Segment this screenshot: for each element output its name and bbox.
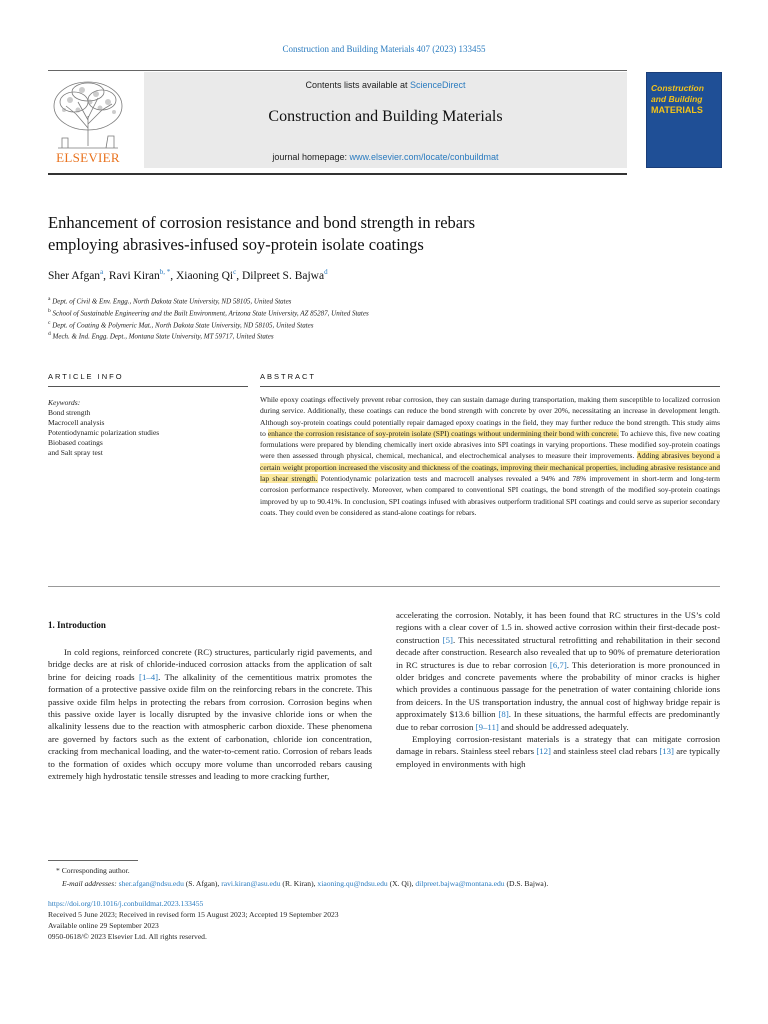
keyword-item: Potentiodynamic polarization studies (48, 428, 160, 437)
affiliation (48, 308, 698, 317)
affiliation (48, 296, 698, 305)
journal-reference[interactable]: Construction and Building Materials 407 (2023) 133455 (282, 44, 486, 54)
journal-name: Construction and Building Materials (268, 108, 503, 125)
text-run: . In these situations, the harmful effects are predominantly due to rebar corrosion (396, 709, 720, 732)
affil-sup: b (48, 308, 51, 314)
affil-text: School of Sustainable Engineering and the Built Environment, Arizona State University, AZ 85287, United States (52, 309, 369, 318)
available-online: Available online 29 September 2023 (48, 921, 159, 930)
text-run: In cold regions, reinforced concrete (RC) structures, particularly rigid pavements, and bridge decks are at risk of chloride-induced corrosion attacks from the application of salt brine for deicing roads (48, 647, 372, 682)
keyword-item: Macrocell analysis (48, 418, 105, 427)
email-link[interactable]: ravi.kiran@asu.edu (221, 879, 281, 888)
affiliation (48, 320, 698, 329)
email-owner: (X. Qi), (387, 879, 416, 888)
contents-line (144, 80, 627, 90)
citation-link[interactable]: [8] (498, 709, 509, 720)
citation-link[interactable]: [5] (442, 634, 453, 645)
email-link[interactable]: xiaoning.qu@ndsu.edu (317, 879, 388, 888)
cover-title-line2: and Building (651, 94, 703, 104)
keywords-label: Keywords: (48, 398, 81, 407)
keyword-item: and Salt spray test (48, 448, 103, 457)
affil-text: Dept. of Coating & Polymeric Mat., North Dakota State University, ND 58105, United States (52, 321, 314, 330)
abstract-highlight[interactable]: enhance the corrosion resistance of soy-protein isolate (SPI) coatings without undermining their bond with concrete. (267, 428, 619, 438)
author-name[interactable]: Dilpreet S. Bajwa (242, 269, 325, 282)
email-link[interactable]: sher.afgan@ndsu.edu (118, 879, 184, 888)
homepage-line (144, 152, 627, 162)
keyword-item: Bond strength (48, 408, 91, 417)
journal-cover-thumbnail[interactable] (646, 72, 722, 168)
abstract-rule (260, 386, 720, 387)
affil-sup: a (48, 296, 51, 302)
text-run: and stainless steel clad rebars (550, 746, 660, 757)
abstract-highlight[interactable]: Adding abrasives beyond a certain weight proportion increased the viscosity and thickness of the coatings, improving their mechanical properties, including abrasive resistance and lap shear strength. (260, 451, 720, 484)
affil-text: Dept. of Civil & Env. Engg., North Dakota State University, ND 58105, United States (52, 297, 292, 306)
text-run: . The alkalinity of the cementitious matrix promotes the formation of a protective passive oxide film on the reinforcing rebars in the concrete. This passive oxide film helps in protecting the rebars from corrosion. Corrosion begins when this passive oxide layer is locally disrupted by the invasive chloride ions or when the alkalinity lessens due to the reaction with atmospheric carbon dioxide. These phenomena are governed by factors such as the extent of carbonation, chloride ion concentration, cracking from mechanical loading, and the water-to-cement ratio. Corrosion of rebars leads to the formation of oxides which occupy more volume than uncorroded rebars causing extremely high hydrostatic tensile stresses and leading to more cracking further, (48, 671, 372, 782)
cover-title-line1: Construction (651, 83, 704, 93)
doi-link[interactable]: https://doi.org/10.1016/j.conbuildmat.2023.133455 (48, 899, 204, 908)
sciencedirect-link[interactable]: ScienceDirect (410, 80, 466, 90)
contents-prefix: Contents lists available at (305, 80, 411, 90)
abstract-part: To achieve this, five new coating formulations were prepared by blending chemically inert oxide abrasives into SPI coatings in varying proportions. These modified soy-protein coatings were then assessed through physical, chemical, mechanical, and electrochemical analyses to measure their improvements. (260, 428, 721, 461)
abstract-part: Potentiodynamic polarization tests and macrocell analyses revealed a 94% and 78% improvement in short-term and long-term corrosion performance respectively. Moreover, when compared to conventional SPI coatings, the bond strength of the modified soy-protein coatings improved by up to 90.41%. In conclusion, SPI coatings infused with abrasives outperform traditional SPI coatings and could serve as superior secondary coats. They could even be considered as stand-alone coatings for rebars. (260, 474, 720, 517)
citation-link[interactable]: [13] (659, 746, 674, 757)
footnote-rule (48, 860, 138, 861)
introduction-heading: 1. Introduction (48, 620, 106, 630)
author-affil-sup[interactable]: c (233, 268, 237, 276)
author-sep: , (236, 269, 242, 282)
author-sep: , (103, 269, 109, 282)
paragraph (48, 646, 372, 782)
article-title (48, 212, 648, 256)
article-title-line1: Enhancement of corrosion resistance and bond strength in rebars (48, 213, 476, 232)
keyword-item: Biobased coatings (48, 438, 103, 447)
email-label: E-mail addresses: (62, 879, 119, 888)
keywords-block (48, 398, 228, 458)
text-run: . This necessitated structural retrofitting and rehabilitation in their second decade after construction. Research also revealed that up to 90% of premature deterioration in RC structures is due to rebar corrosion (396, 634, 721, 670)
citation-link[interactable]: [1–4] (139, 671, 159, 682)
journal-homepage-link[interactable]: www.elsevier.com/locate/conbuildmat (349, 152, 499, 162)
header-top-rule (48, 70, 627, 71)
text-run: accelerating the corrosion. Notably, it has been found that RC structures in the US’s cold regions with a clear cover of 1.5 in. showed active corrosion within their first-decade post-construction (396, 610, 720, 645)
copyright-line: 0950-0618/© 2023 Elsevier Ltd. All rights reserved. (48, 932, 207, 941)
citation-link[interactable]: [12] (536, 746, 551, 757)
corresponding-author-note: * Corresponding author. (56, 866, 130, 875)
email-owner: (R. Kiran), (280, 879, 318, 888)
paragraph (396, 609, 720, 733)
author-name[interactable]: Ravi Kiran (108, 269, 160, 282)
text-run: Employing corrosion-resistant materials is a strategy that can mitigate corrosion damage in rebars. Stainless steel rebars (396, 734, 720, 757)
author-affil-sup[interactable]: b, * (159, 268, 171, 276)
received-dates: Received 5 June 2023; Received in revised form 15 August 2023; Accepted 19 September 2023 (48, 910, 339, 919)
body-column-right (396, 609, 720, 770)
homepage-prefix: journal homepage: (272, 152, 350, 162)
cover-title-line3: MATERIALS (651, 105, 703, 115)
article-history (48, 898, 728, 942)
abstract-bottom-rule (48, 586, 720, 587)
affil-sup: c (48, 320, 51, 326)
article-info-heading: ARTICLE INFO (48, 372, 124, 381)
email-owner: (S. Afgan), (183, 879, 222, 888)
article-info-rule (48, 386, 248, 387)
article-title-line2: employing abrasives-infused soy-protein isolate coatings (48, 235, 424, 254)
author-affil-sup[interactable]: d (324, 268, 328, 276)
author-list (48, 268, 648, 282)
affil-sup: d (48, 331, 51, 337)
citation-link[interactable]: [6,7] (549, 659, 567, 670)
author-sep: , (170, 269, 176, 282)
paragraph (396, 733, 720, 770)
header-bottom-rule (48, 173, 627, 175)
text-run: are typically employed in environments with high (396, 746, 721, 769)
footnotes (48, 864, 728, 890)
author-name[interactable]: Sher Afgan (48, 269, 101, 282)
abstract-text (260, 394, 720, 518)
body-column-left (48, 646, 372, 782)
publisher-wordmark: ELSEVIER (56, 150, 120, 165)
affiliation (48, 331, 698, 340)
email-addresses (48, 877, 728, 890)
author-affil-sup[interactable]: a (100, 268, 104, 276)
abstract-heading: ABSTRACT (260, 372, 317, 381)
citation-link[interactable]: [9–11] (475, 721, 499, 732)
abstract-part: While epoxy coatings effectively prevent rebar corrosion, they can sustain damage during transportation, making them susceptible to localized corrosion during service. Additionally, these coatings can reduce the bond strength with concrete by over 20%, necessitating an increase in development length. Although soy-protein coatings could potentially repair damaged epoxy coatings in the field, they may further reduce the bond strength. This study aims to (260, 395, 720, 438)
email-owner: (D.S. Bajwa). (504, 879, 549, 888)
email-link[interactable]: dilpreet.bajwa@montana.edu (415, 879, 505, 888)
text-run: and should be addressed adequately. (498, 721, 629, 732)
affil-text: Mech. & Ind. Engg. Dept., Montana State University, MT 59717, United States (52, 332, 274, 341)
text-run: . This deterioration is more pronounced in older bridges and concrete pavements where the probability of minor cracks is higher which provides a continuous passage for the penetration of water containing chloride ions from deicers. In the US transportation industry, the annual cost of highway bridge repair is approximately $13.6 billion (396, 659, 720, 720)
author-name[interactable]: Xiaoning Qi (175, 269, 234, 282)
